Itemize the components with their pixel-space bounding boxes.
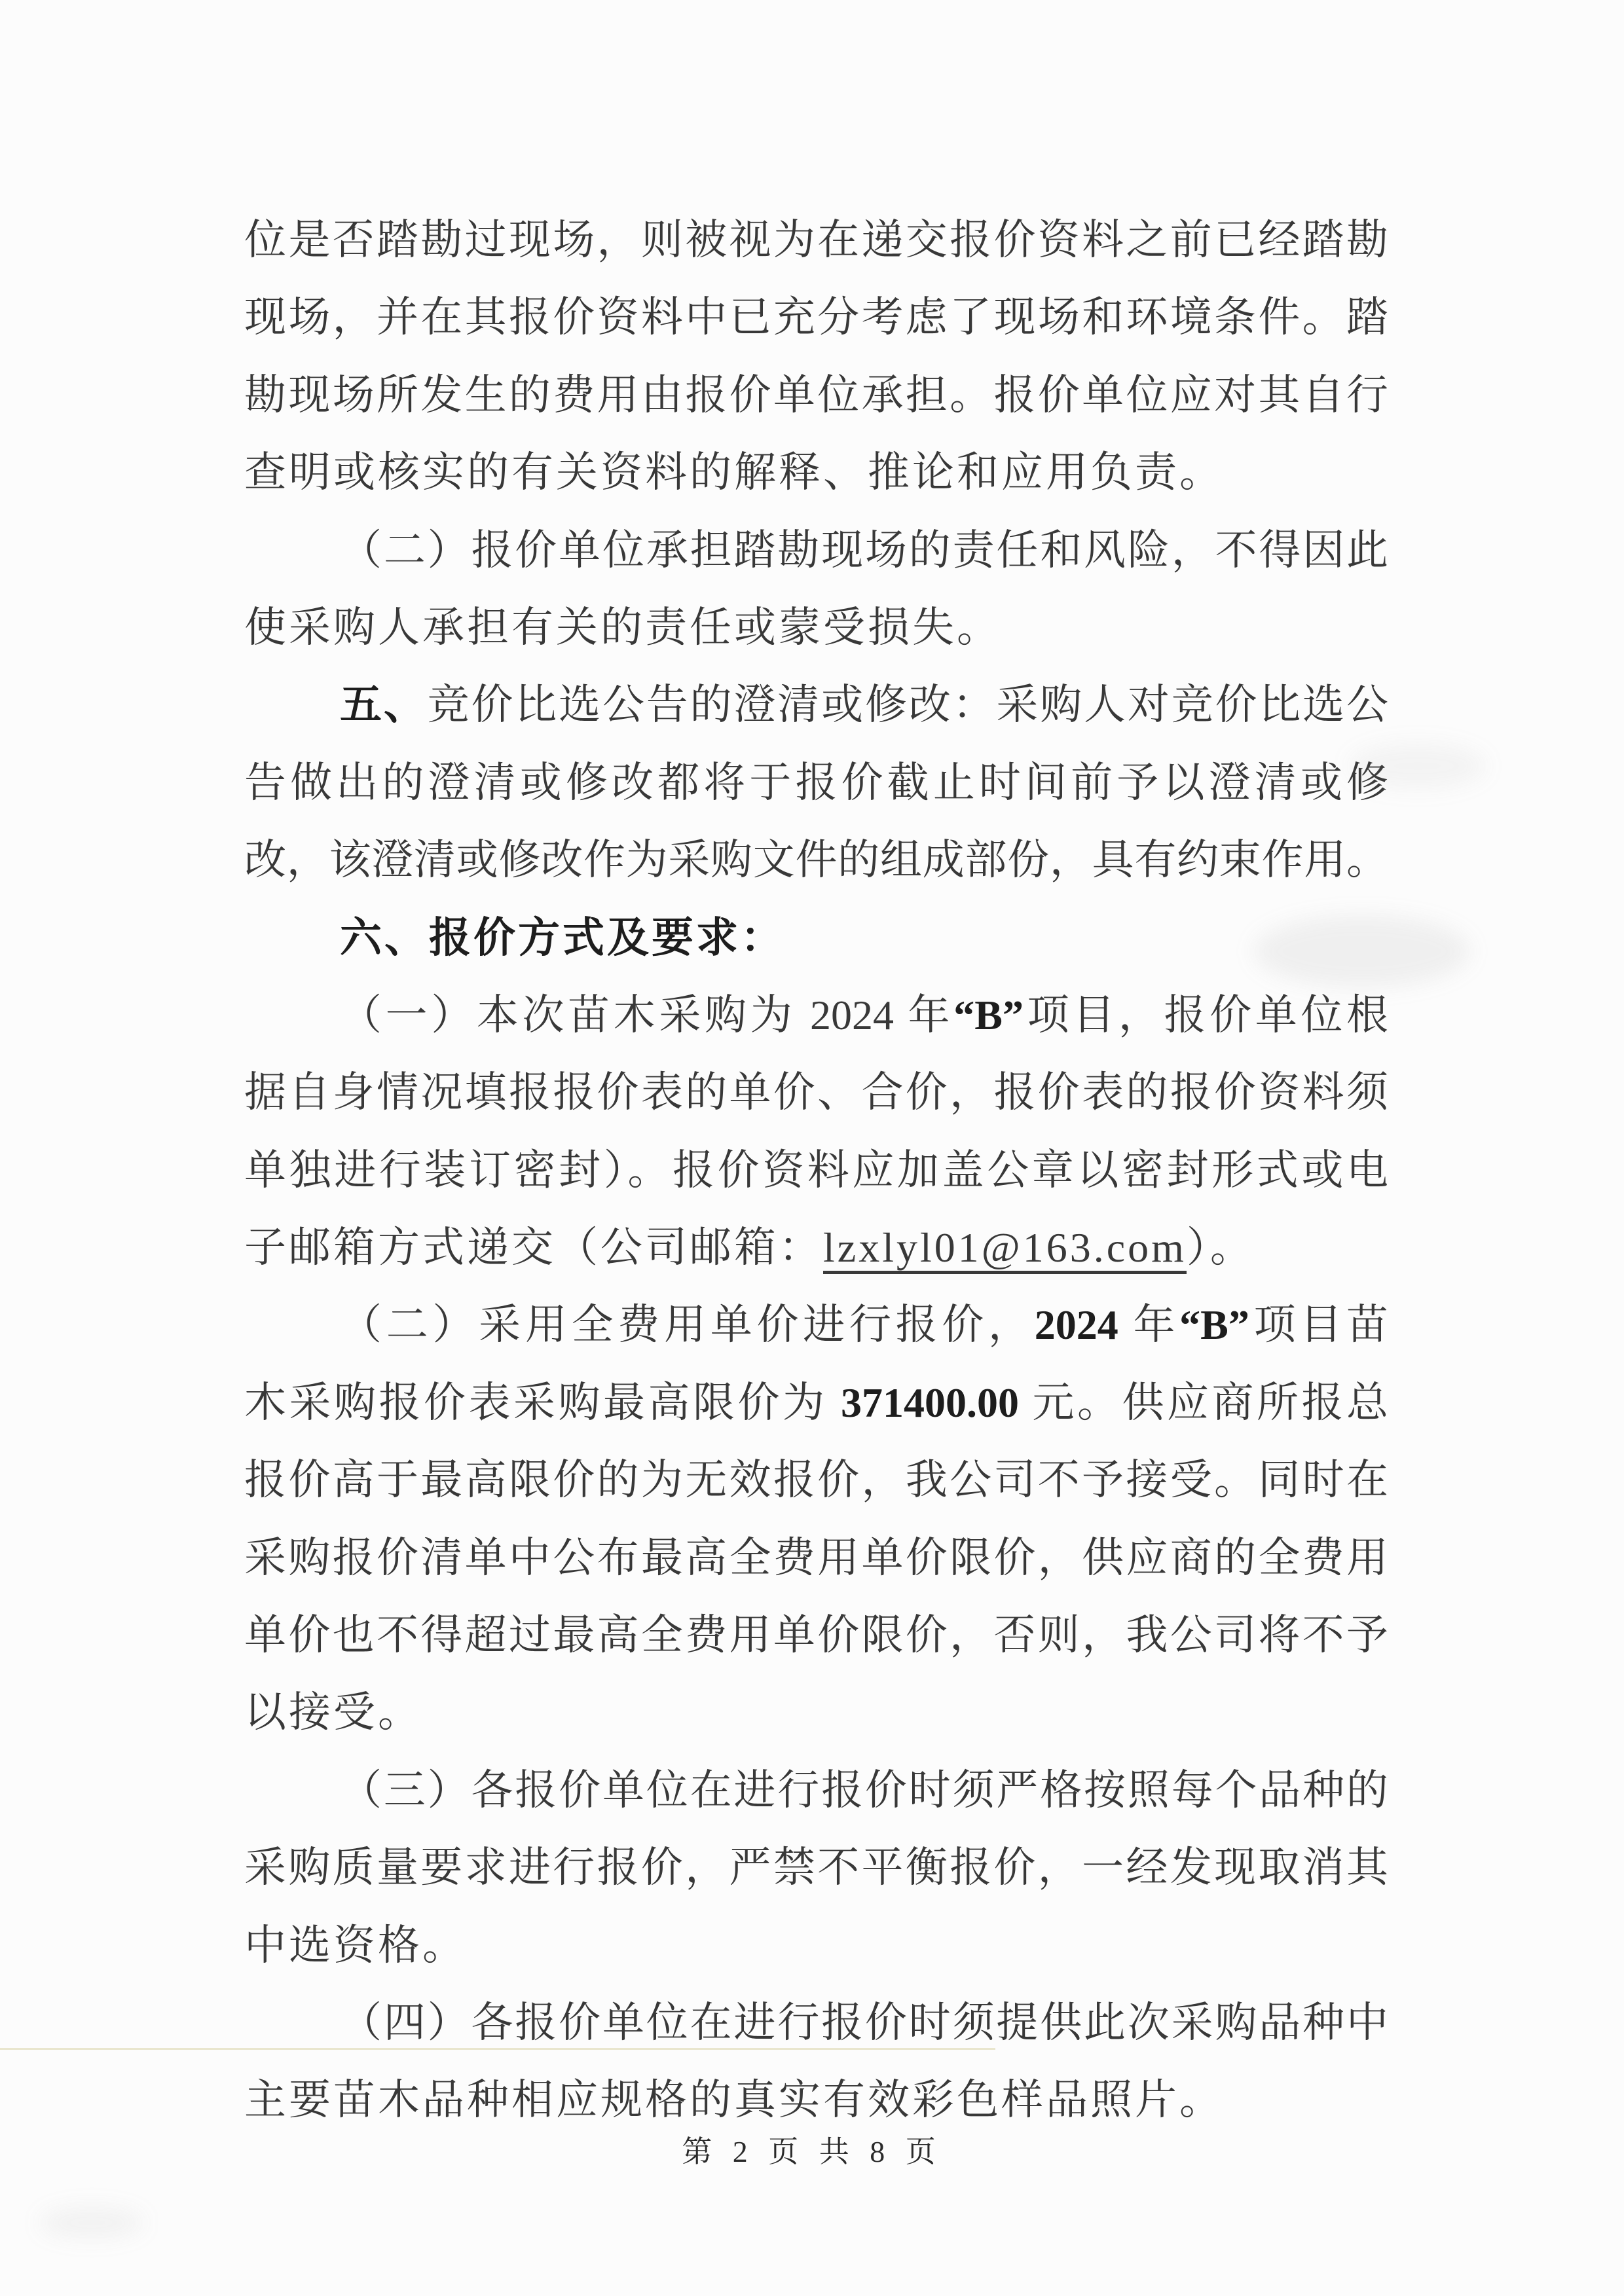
text-run: 现场，并在其报价资料中已充分考虑了现场和环境条件。踏	[244, 294, 1388, 341]
text-run: 单独进行装订密封）。报价资料应加盖公章以密封形式或电	[244, 1146, 1388, 1194]
text-line-13	[244, 1132, 1388, 1209]
text-run: 项目苗	[1249, 1302, 1389, 1349]
text-line-15	[244, 1286, 1388, 1364]
text-run: （四）各报价单位在进行报价时须提供此次采购品种中	[340, 1999, 1388, 2046]
text-run: 371400.00	[841, 1379, 1019, 1426]
text-run: ）。	[1186, 1224, 1255, 1271]
text-run: 主要苗木品种相应规格的真实有效彩色样品照片。	[244, 2077, 1224, 2124]
text-run: 单价也不得超过最高全费用单价限价，否则，我公司将不予	[244, 1612, 1388, 1659]
text-line-21	[244, 1752, 1388, 1829]
email-text: lzxlyl01@163.com	[823, 1224, 1187, 1274]
text-run: （一）本次苗木采购为 2024 年	[340, 991, 954, 1038]
scan-smudge	[39, 2206, 144, 2239]
text-line-20	[244, 1674, 1388, 1751]
text-run: 竞价比选公告的澄清或修改：采购人对竞价比选公	[427, 682, 1389, 729]
text-run: 查明或核实的有关资料的解释、推论和应用负责。	[244, 449, 1224, 496]
page-number-text: 第 2 页 共 8 页	[682, 2135, 942, 2168]
page-footer	[0, 2129, 1624, 2175]
text-run: 中选资格。	[244, 1922, 467, 1969]
text-line-11	[244, 977, 1388, 1054]
text-line-24	[244, 1984, 1388, 2062]
text-run: “B”	[953, 991, 1024, 1038]
scan-artifact-line	[0, 2048, 995, 2050]
text-run: （三）各报价单位在进行报价时须严格按照每个品种的	[340, 1766, 1388, 1813]
text-run: 采购质量要求进行报价，严禁不平衡报价，一经发现取消其	[244, 1844, 1388, 1891]
text-line-10	[244, 900, 1388, 977]
text-line-23	[244, 1907, 1388, 1984]
text-line-14	[244, 1209, 1388, 1286]
text-run: 以接受。	[244, 1689, 422, 1736]
text-run: 采购报价清单中公布最高全费用单价限价，供应商的全费用	[244, 1534, 1388, 1581]
text-line-18	[244, 1520, 1388, 1597]
text-run: 2024	[1034, 1302, 1118, 1349]
text-run: 木采购报价表采购最高限价为	[244, 1379, 841, 1426]
text-run: 据自身情况填报报价表的单价、合价，报价表的报价资料须	[244, 1069, 1388, 1116]
text-line-3	[244, 357, 1388, 434]
text-run: （二）报价单位承担踏勘现场的责任和风险，不得因此	[340, 526, 1388, 574]
scan-smudge	[1349, 743, 1486, 789]
text-run: 勘现场所发生的费用由报价单位承担。报价单位应对其自行	[244, 371, 1388, 418]
document-body	[244, 202, 1388, 2140]
text-run: 位是否踏勘过现场，则被视为在递交报价资料之前已经踏勘	[244, 217, 1388, 263]
text-run: 六、报价方式及要求：	[340, 914, 785, 961]
text-line-8	[244, 744, 1388, 822]
text-line-22	[244, 1829, 1388, 1906]
text-run: （二）采用全费用单价进行报价，	[340, 1302, 1035, 1349]
text-line-6	[244, 589, 1388, 666]
text-line-12	[244, 1054, 1388, 1131]
text-line-5	[244, 512, 1388, 589]
text-line-16	[244, 1364, 1388, 1442]
scan-smudge	[1254, 915, 1470, 987]
text-line-9	[244, 822, 1388, 899]
text-run: 项目，报价单位根	[1023, 991, 1389, 1038]
text-line-4	[244, 434, 1388, 511]
text-run: 元。供应商所报总	[1019, 1379, 1388, 1426]
text-run: 改，该澄清或修改作为采购文件的组成部份，具有约束作用。	[244, 837, 1388, 884]
text-run: 使采购人承担有关的责任或蒙受损失。	[244, 604, 1001, 651]
text-line-17	[244, 1442, 1388, 1519]
text-run: 报价高于最高限价的为无效报价，我公司不予接受。同时在	[244, 1457, 1388, 1504]
text-line-2	[244, 279, 1388, 356]
text-run: 子邮箱方式递交（公司邮箱：	[244, 1224, 823, 1271]
text-line-7	[244, 666, 1388, 744]
text-run: 告做出的澄清或修改都将于报价截止时间前予以澄清或修	[244, 759, 1388, 806]
text-run: 年	[1118, 1302, 1180, 1349]
text-line-25	[244, 2062, 1388, 2139]
text-run: “B”	[1179, 1302, 1249, 1349]
text-run: 五、	[340, 682, 428, 729]
text-line-1	[244, 202, 1388, 279]
text-line-19	[244, 1597, 1388, 1674]
